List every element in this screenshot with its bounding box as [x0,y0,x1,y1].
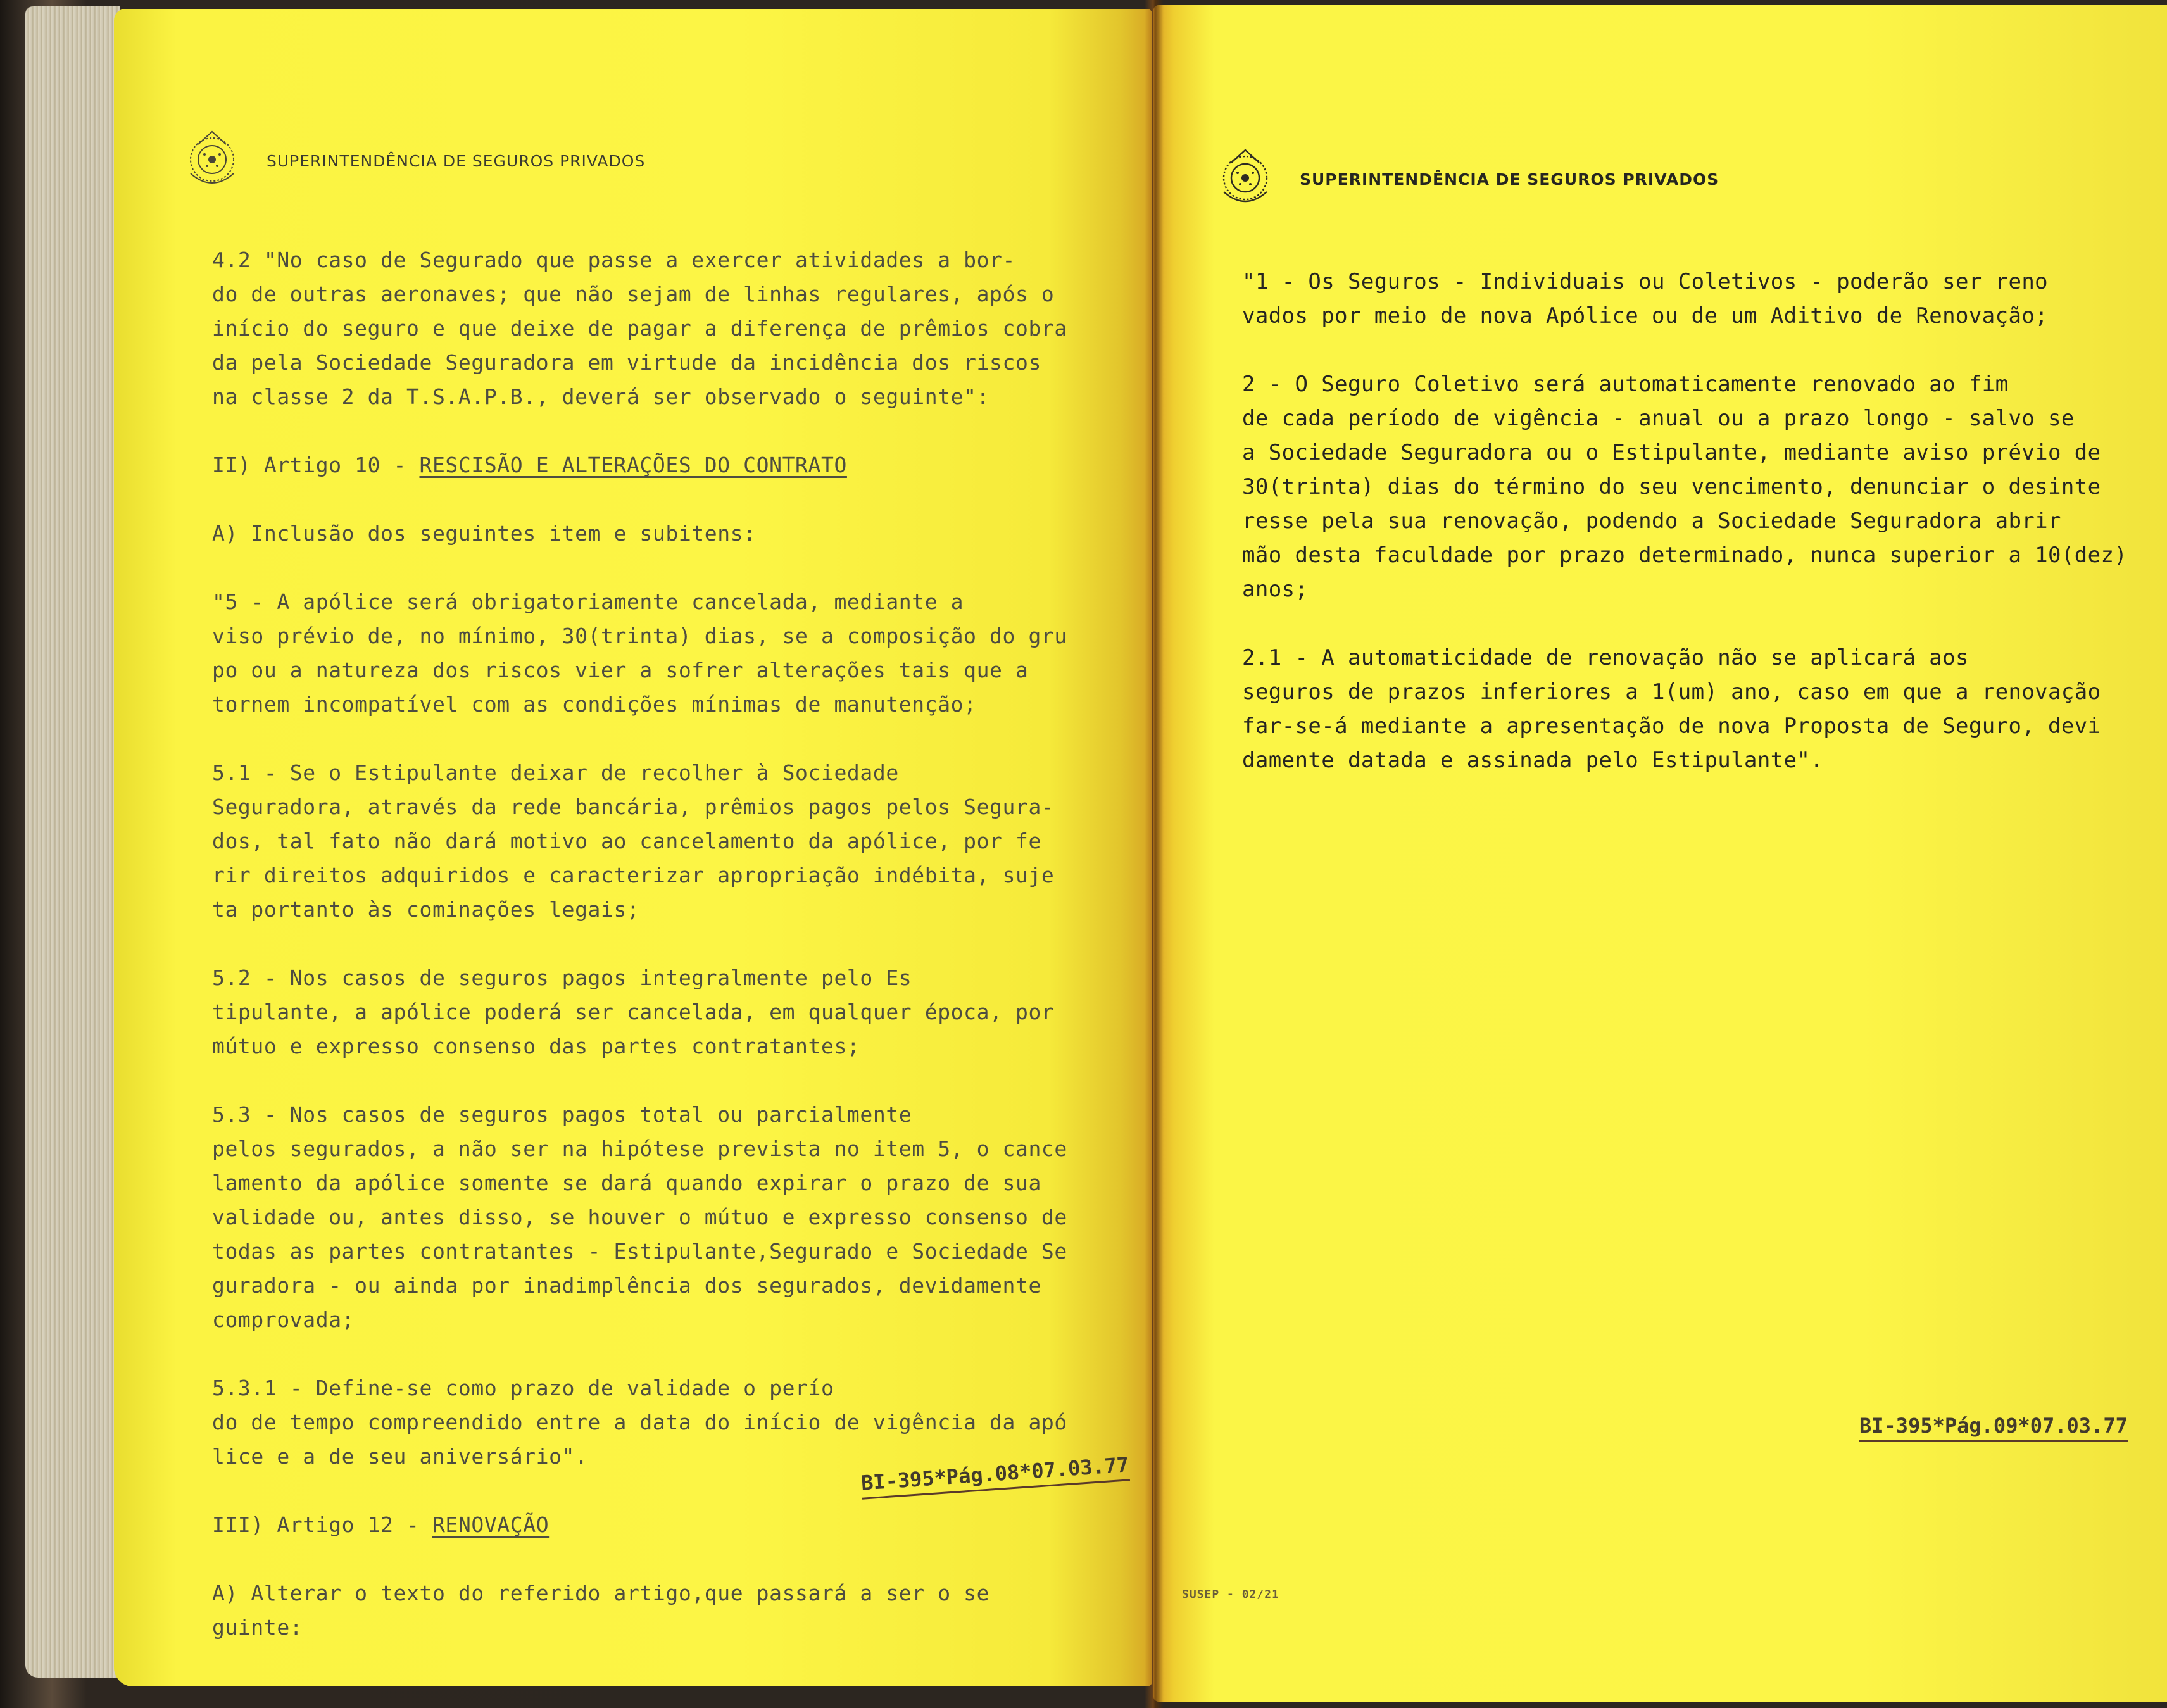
text-line: a Sociedade Seguradora ou o Estipulante, mediante aviso prévio de [1242,440,2101,465]
text-line: "5 - A apólice será obrigatoriamente cancelada, mediante a [212,589,964,614]
text-line: guinte: [212,1615,303,1640]
text-line: 2.1 - A automaticidade de renovação não se aplicará aos [1242,645,1969,670]
text-line: da pela Sociedade Seguradora em virtude da incidência dos riscos [212,350,1041,375]
text-line: comprovada; [212,1307,355,1332]
text-line: lice e a de seu aniversário". [212,1444,588,1469]
text-line: far-se-á mediante a apresentação de nova Proposta de Seguro, devi [1242,713,2101,739]
section-heading: RENOVAÇÃO [432,1512,550,1537]
coat-of-arms-seal-icon [1207,141,1283,217]
section-heading: RESCISÃO E ALTERAÇÕES DO CONTRATO [419,453,847,477]
form-code: SUSEP - 02/21 [1182,1588,1279,1601]
text-line: A) Inclusão dos seguintes item e subitens: [212,521,757,546]
text-line: damente datada e assinada pelo Estipulante". [1242,748,1824,773]
text-line: validade ou, antes disso, se houver o mútuo e expresso consenso de [212,1205,1067,1229]
book-gutter [1145,0,1164,1708]
text-line: 4.2 "No caso de Segurado que passe a exercer atividades a bor- [212,248,1015,272]
text-line: do de outras aeronaves; que não sejam de linhas regulares, após o [212,282,1055,306]
text-line: mútuo e expresso consenso das partes contratantes; [212,1034,860,1058]
right-page [1153,5,2167,1702]
text-line: rir direitos adquiridos e caracterizar apropriação indébita, suje [212,863,1055,888]
text-line: pelos segurados, a não ser na hipótese prevista no item 5, o cance [212,1136,1067,1161]
text-line: viso prévio de, no mínimo, 30(trinta) dias, se a composição do gru [212,624,1067,648]
text-line: tipulante, a apólice poderá ser cancelada, em qualquer época, por [212,1000,1055,1024]
text-line: vados por meio de nova Apólice ou de um Aditivo de Renovação; [1242,303,2049,329]
text-line: 5.1 - Se o Estipulante deixar de recolher à Sociedade [212,760,899,785]
text-line: resse pela sua renovação, podendo a Sociedade Seguradora abrir [1242,508,2061,534]
text-line: início do seguro e que deixe de pagar a diferença de prêmios cobra [212,316,1067,341]
right-page-header [1207,141,1719,217]
text-line: tornem incompatível com as condições mínimas de manutenção; [212,692,977,717]
text-line: de cada período de vigência - anual ou a prazo longo - salvo se [1242,406,2075,431]
text-line: II) Artigo 10 - RESCISÃO E ALTERAÇÕES DO CONTRATO [212,453,847,477]
text-line: na classe 2 da T.S.A.P.B., deverá ser observado o seguinte": [212,384,990,409]
coat-of-arms-seal-icon [174,123,250,199]
text-line: mão desta faculdade por prazo determinado, nunca superior a 10(dez) [1242,543,2128,568]
text-line: po ou a natureza dos riscos vier a sofrer alterações tais que a [212,658,1029,682]
text-line: guradora - ou ainda por inadimplência dos segurados, devidamente [212,1273,1041,1298]
header-title: SUPERINTENDÊNCIA DE SEGUROS PRIVADOS [1300,170,1719,189]
text-line: A) Alterar o texto do referido artigo,que passará a ser o se [212,1581,990,1605]
header-title: SUPERINTENDÊNCIA DE SEGUROS PRIVADOS [267,151,646,170]
page-reference: BI-395*Pág.08*07.03.77 [860,1452,1130,1499]
left-page [114,9,1152,1686]
page-edges [25,6,120,1678]
text-line: 5.3 - Nos casos de seguros pagos total ou parcialmente [212,1102,912,1127]
text-line: 5.3.1 - Define-se como prazo de validade o perío [212,1376,834,1400]
text-line: "1 - Os Seguros - Individuais ou Coletivos - poderão ser reno [1242,269,2049,294]
text-line: III) Artigo 12 - RENOVAÇÃO [212,1512,550,1537]
text-line: todas as partes contratantes - Estipulante,Segurado e Sociedade Se [212,1239,1067,1264]
text-line: dos, tal fato não dará motivo ao cancelamento da apólice, por fe [212,829,1041,853]
text-line: 5.2 - Nos casos de seguros pagos integralmente pelo Es [212,965,912,990]
text-line: 30(trinta) dias do término do seu vencimento, denunciar o desinte [1242,474,2101,499]
text-line: Seguradora, através da rede bancária, prêmios pagos pelos Segura- [212,794,1055,819]
text-line: seguros de prazos inferiores a 1(um) ano, caso em que a renovação [1242,679,2101,705]
page-reference: BI-395*Pág.09*07.03.77 [1859,1414,2128,1442]
text-line: 2 - O Seguro Coletivo será automaticamente renovado ao fim [1242,372,2009,397]
text-line: ta portanto às cominações legais; [212,897,640,922]
left-page-header [174,123,645,199]
text-line: anos; [1242,577,1309,602]
text-line: do de tempo compreendido entre a data do início de vigência da apó [212,1410,1067,1435]
text-line: lamento da apólice somente se dará quando expirar o prazo de sua [212,1171,1041,1195]
